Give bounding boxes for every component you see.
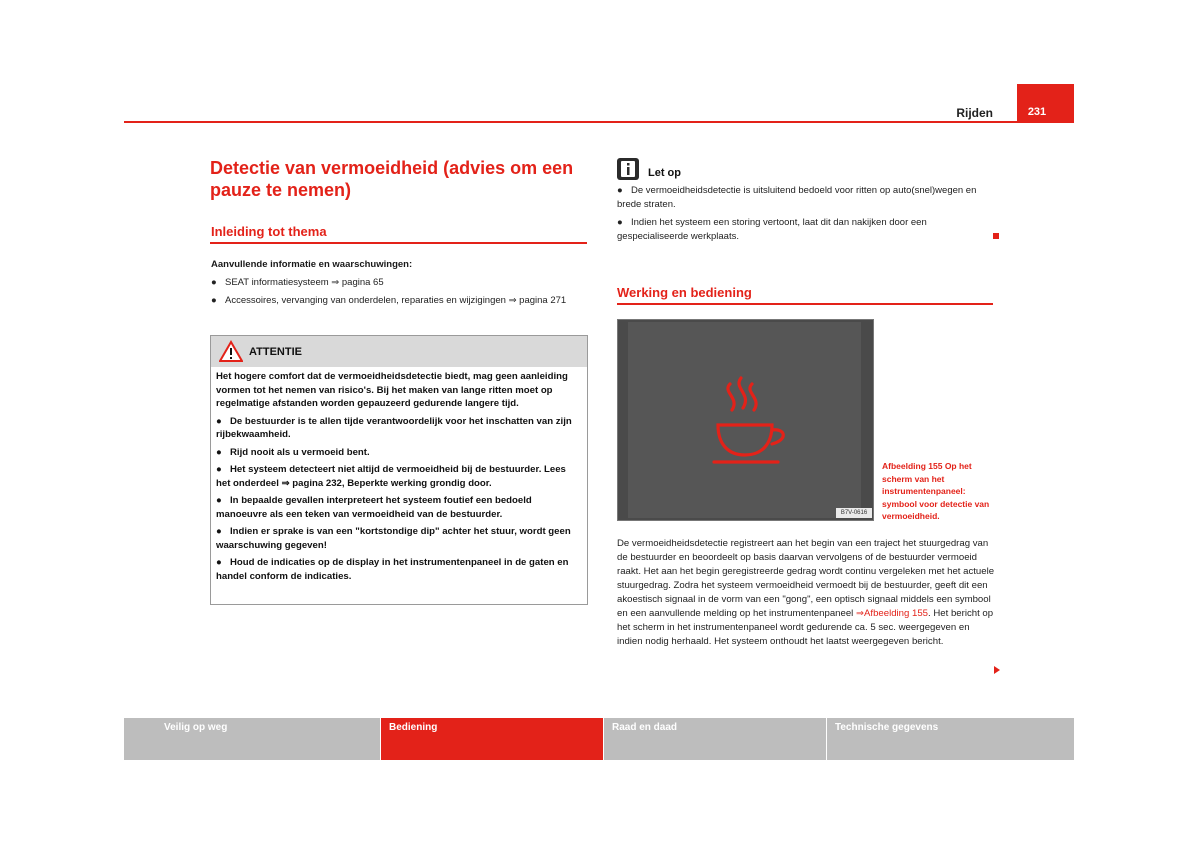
- subsection-rule: [210, 242, 587, 244]
- bullet-icon: ●: [617, 185, 623, 196]
- bullet-icon: ●: [216, 495, 222, 506]
- figure-code: B7V-0616: [836, 508, 872, 518]
- subsection-rule: [617, 303, 993, 305]
- figure-display: [617, 319, 874, 521]
- page-title: Detectie van vermoeidheid (advies om een pauze te nemen): [210, 158, 574, 200]
- info-note-icon: [617, 158, 639, 180]
- note-label: Let op: [648, 167, 681, 179]
- tab-raad-en-daad[interactable]: Raad en daad: [604, 718, 826, 760]
- warning-intro: Het hogere comfort dat de vermoeidheidsdetectie biedt, mag geen aanleiding vormen tot het nemen van risico's. Bij het maken van lange ritten moet op regelmatige afstanden worden gepauzeerd gedurende langere tijd.: [216, 371, 568, 409]
- list-item: ● SEAT informatiesysteem ⇒ pagina 65: [211, 277, 384, 288]
- warning-item: ● Het systeem detecteert niet altijd de vermoeidheid bij de bestuurder. Lees het onderdeel ⇒ pagina 232, Beperkte werking grondig door.: [216, 464, 566, 489]
- bullet-icon: ●: [211, 277, 217, 288]
- warning-label: ATTENTIE: [249, 346, 302, 358]
- warning-item: ● In bepaalde gevallen interpreteert het systeem foutief een bedoeld manoeuvre als een teken van vermoeidheid van de bestuurder.: [216, 495, 532, 520]
- coffee-cup-icon: [628, 322, 861, 518]
- subsection-title-intro: Inleiding tot thema: [211, 224, 327, 239]
- figure-reference-link[interactable]: ⇒Afbeelding 155: [855, 608, 929, 619]
- tab-veilig-op-weg[interactable]: Veilig op weg: [124, 718, 380, 760]
- bullet-icon: ●: [617, 217, 623, 228]
- warning-triangle-icon: [219, 340, 243, 362]
- warning-item: ● Rijd nooit als u vermoeid bent.: [216, 446, 370, 458]
- bullet-icon: ●: [216, 464, 222, 475]
- warning-item: ● Houd de indicaties op de display in het instrumentenpaneel in de gaten en handel conform de indicaties.: [216, 557, 569, 582]
- bullet-icon: ●: [216, 415, 222, 427]
- body-text: De vermoeidheidsdetectie registreert aan het begin van een traject het stuurgedrag van de bestuurder en beoordeelt op basis daarvan vervolgens of de bestuurder vermoeid raakt. Het aan het begin geregistreerde gedrag wordt continu vergeleken met het actuele stuurgedrag. Zodra het systeem vermoeidheid vermoedt bij de bestuurder, geeft dit een akoestisch signaal in de vorm van een "gong", een optisch signaal middels een symbool en een aanvullende melding op het instrumentenpaneel ⇒Afbeelding 155. Het bericht op het scherm in het instrumentenpaneel wordt gedurende ca. 5 sec. weergegeven en indien nodig herhaald. Het systeem onthoudt het laatst weergegeven bericht.: [617, 538, 995, 647]
- warning-item: ● Indien er sprake is van een "kortstondige dip" achter het stuur, wordt geen waarschuwing gegeven!: [216, 526, 571, 551]
- warning-body: [216, 370, 582, 587]
- header-rule: [124, 121, 1074, 123]
- bullet-icon: ●: [216, 446, 222, 458]
- intro-label: Aanvullende informatie en waarschuwingen:: [211, 259, 413, 270]
- section-end-mark: [993, 233, 999, 239]
- note-item: ● Indien het systeem een storing vertoont, laat dit dan nakijken door een gespecialiseerde werkplaats.: [617, 217, 927, 242]
- tab-technische-gegevens[interactable]: Technische gegevens: [827, 718, 1074, 760]
- tab-bediening[interactable]: Bediening: [381, 718, 603, 760]
- list-item: ● Accessoires, vervanging van onderdelen, reparaties en wijzigingen ⇒ pagina 271: [211, 295, 567, 306]
- continue-arrow-icon: [994, 666, 1000, 674]
- page-number: 231: [1027, 106, 1047, 118]
- bullet-icon: ●: [211, 295, 217, 306]
- warning-item: ● De bestuurder is te allen tijde verantwoordelijk voor het inschatten van zijn rijbekwaamheid.: [216, 415, 572, 440]
- warning-header: [211, 336, 587, 367]
- warning-box: [210, 335, 588, 605]
- note-item: ● De vermoeidheidsdetectie is uitsluitend bedoeld voor ritten op auto(snel)wegen en brede straten.: [617, 185, 977, 210]
- subsection-title-operation: Werking en bediening: [617, 285, 752, 300]
- section-name: Rijden: [956, 106, 993, 120]
- bullet-icon: ●: [216, 557, 222, 568]
- figure-caption: Afbeelding 155 Op het scherm van het instrumentenpaneel: symbool voor detectie van vermoeidheid.: [882, 461, 990, 521]
- bullet-icon: ●: [216, 526, 222, 537]
- figure-screen: [628, 322, 861, 518]
